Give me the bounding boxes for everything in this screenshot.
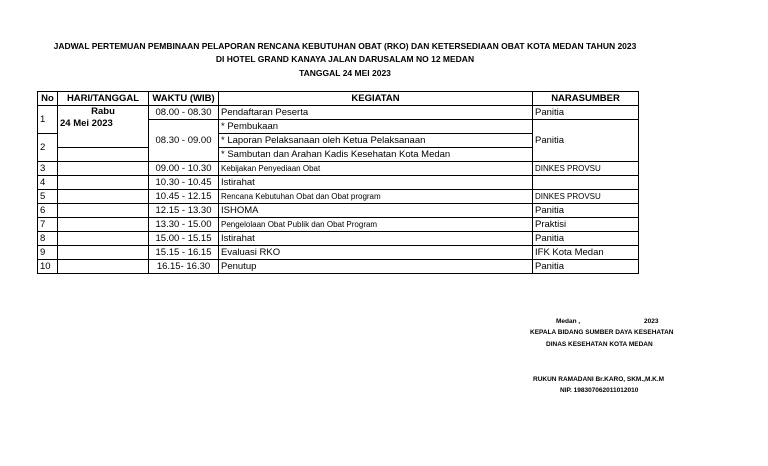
row-activity: Pengelolaan Obat Publik dan Obat Program — [219, 218, 533, 232]
row-activity: Penutup — [219, 260, 533, 274]
day-cell-empty — [58, 218, 149, 232]
row-no: 8 — [38, 232, 58, 246]
table-row — [38, 260, 639, 274]
row-time: 10.45 - 12.15 — [149, 190, 219, 204]
day-cell-empty — [58, 162, 149, 176]
row-no: 1 — [38, 106, 58, 134]
day-cell-empty — [58, 148, 149, 162]
row-no: 7 — [38, 218, 58, 232]
day-cell — [58, 106, 149, 148]
column-header-time: WAKTU (WIB) — [149, 92, 219, 106]
row-time: 13.30 - 15.00 — [149, 218, 219, 232]
day-cell-empty — [58, 190, 149, 204]
table-row — [38, 218, 639, 232]
table-row — [38, 204, 639, 218]
row-speaker: DINKES PROVSU — [533, 190, 639, 204]
row-time: 08.00 - 08.30 — [149, 106, 219, 120]
table-row — [38, 106, 639, 120]
row-no: 4 — [38, 176, 58, 190]
document-date: TANGGAL 24 MEI 2023 — [299, 68, 391, 78]
document-title: JADWAL PERTEMUAN PEMBINAAN PELAPORAN RENCANA KEBUTUHAN OBAT (RKO) DAN KETERSEDIAAN OBAT KOTA MEDAN TAHUN 2023 — [53, 41, 637, 51]
table-row — [38, 190, 639, 204]
day-cell-empty — [58, 204, 149, 218]
row-activity: Rencana Kebutuhan Obat dan Obat program — [219, 190, 533, 204]
signature-year: 2023 — [644, 318, 659, 325]
table-row — [38, 246, 639, 260]
day-cell-empty — [58, 260, 149, 274]
table-row — [38, 232, 639, 246]
row-no: 2 — [38, 134, 58, 162]
row-speaker: Panitia — [533, 120, 639, 162]
row-speaker: Panitia — [533, 260, 639, 274]
row-no: 9 — [38, 246, 58, 260]
row-time: 09.00 - 10.30 — [149, 162, 219, 176]
column-header-day: HARI/TANGGAL — [58, 92, 149, 106]
table-row — [38, 162, 639, 176]
row-activity: Kebijakan Penyediaan Obat — [219, 162, 533, 176]
day-date: 24 Mei 2023 — [60, 118, 113, 129]
row-speaker: IFK Kota Medan — [533, 246, 639, 260]
row-time: 12.15 - 13.30 — [149, 204, 219, 218]
row-no: 5 — [38, 190, 58, 204]
row-time: 08.30 - 09.00 — [149, 120, 219, 162]
row-speaker: Panitia — [533, 232, 639, 246]
row-speaker: Panitia — [533, 204, 639, 218]
row-time: 16.15- 16.30 — [149, 260, 219, 274]
signature-position-1: KEPALA BIDANG SUMBER DAYA KESEHATAN — [530, 329, 674, 336]
row-speaker: Praktisi — [533, 218, 639, 232]
row-speaker: Panitia — [533, 106, 639, 120]
day-name: Rabu — [91, 106, 115, 117]
signature-position-2: DINAS KESEHATAN KOTA MEDAN — [546, 341, 653, 348]
column-header-speaker: NARASUMBER — [533, 92, 639, 106]
column-header-no: No — [38, 92, 58, 106]
table-header-row — [38, 92, 639, 106]
row-activity: Istirahat — [219, 232, 533, 246]
row-activity: ISHOMA — [219, 204, 533, 218]
row-speaker: DINKES PROVSU — [533, 162, 639, 176]
row-activity: * Pembukaan — [219, 120, 533, 134]
schedule-table — [37, 91, 639, 274]
document-location: DI HOTEL GRAND KANAYA JALAN DARUSALAM NO 12 MEDAN — [215, 54, 475, 64]
column-header-activity: KEGIATAN — [219, 92, 533, 106]
signatory-name: RUKUN RAMADANI Br.KARO, SKM.,M.K.M — [533, 376, 665, 383]
row-no: 6 — [38, 204, 58, 218]
row-activity: Evaluasi RKO — [219, 246, 533, 260]
row-activity: * Laporan Pelaksanaan oleh Ketua Pelaksanaan — [219, 134, 533, 148]
row-activity: * Sambutan dan Arahan Kadis Kesehatan Kota Medan — [219, 148, 533, 162]
row-no: 3 — [38, 162, 58, 176]
row-time: 15.00 - 15.15 — [149, 232, 219, 246]
day-cell-empty — [58, 176, 149, 190]
signature-place: Medan , — [556, 318, 581, 325]
row-activity: Pendaftaran Peserta — [219, 106, 533, 120]
row-activity: Istirahat — [219, 176, 533, 190]
row-no: 10 — [38, 260, 58, 274]
day-cell-empty — [58, 246, 149, 260]
row-speaker — [533, 176, 639, 190]
row-time: 10.30 - 10.45 — [149, 176, 219, 190]
day-cell-empty — [58, 232, 149, 246]
signatory-nip: NIP. 198307062011012010 — [560, 387, 639, 394]
table-row — [38, 176, 639, 190]
row-time: 15.15 - 16.15 — [149, 246, 219, 260]
